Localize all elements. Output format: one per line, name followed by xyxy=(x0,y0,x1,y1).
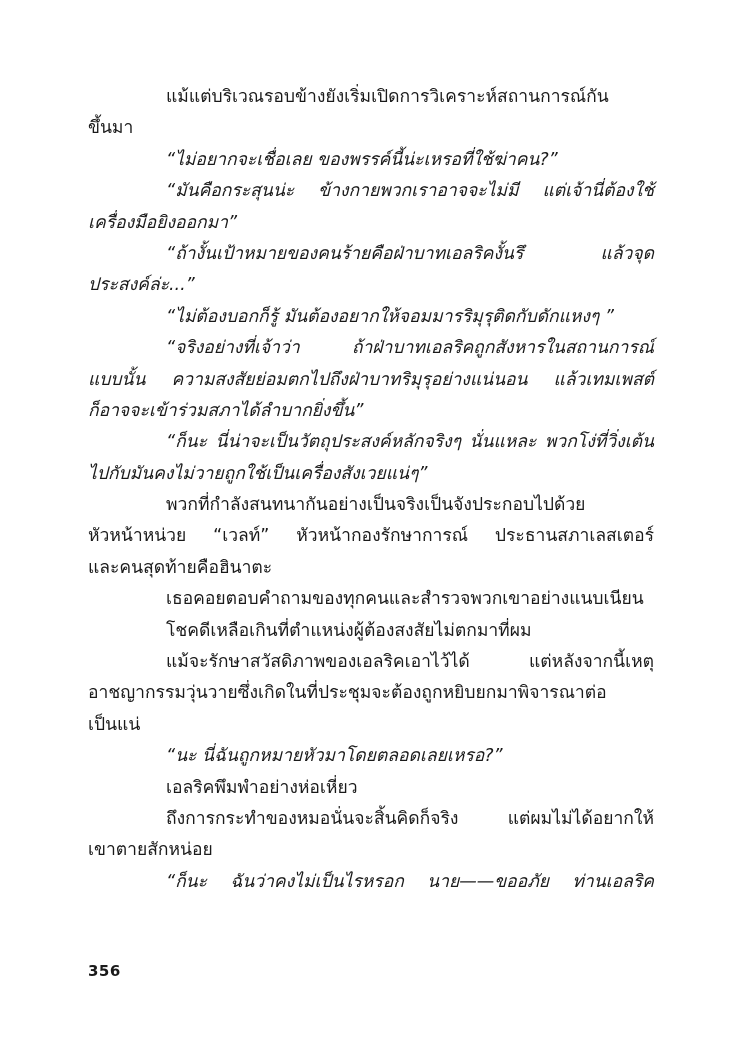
text-line: “ไม่อยากจะเชื่อเลย ของพรรค์นี้น่ะเหรอที่ใช้ฆ่าคน?” xyxy=(166,149,558,170)
text-line: ถึงการกระทำของหมอนั่นจะสิ้นคิดก็จริง แต่ผมไม่ได้อยากให้ xyxy=(166,808,654,829)
text-line: เธอคอยตอบคำถามของทุกคนและสำรวจพวกเขาอย่างแนบเนียน xyxy=(166,589,644,610)
text-line: อาชญากรรมวุ่นวายซึ่งเกิดในที่ประชุมจะต้องถูกหยิบยกมาพิจารณาต่อ xyxy=(88,683,607,704)
text-line: โชคดีเหลือเกินที่ตำแหน่งผู้ต้องสงสัยไม่ตกมาที่ผม xyxy=(166,620,532,641)
text-line: “นะ นี่ฉันถูกหมายหัวมาโดยตลอดเลยเหรอ?” xyxy=(166,746,503,767)
text-line: แบบนั้น ความสงสัยย่อมตกไปถึงฝ่าบาทริมุรุอย่างแน่นอน แล้วเทมเพสต์ xyxy=(88,369,654,390)
text-line: เครื่องมือยิงออกมา” xyxy=(88,212,238,233)
text-line: “จริงอย่างที่เจ้าว่า ถ้าฝ่าบาทเอลริคถูกสังหารในสถานการณ์ xyxy=(166,338,654,359)
text-line: เป็นแน่ xyxy=(88,714,141,735)
text-line: “ก็นะ ฉันว่าคงไม่เป็นไรหรอก นาย——ขออภัย ท่านเอลริค xyxy=(166,871,654,892)
text-line: “ถ้างั้นเป้าหมายของคนร้ายคือฝ่าบาทเอลริคงั้นรึ แล้วจุด xyxy=(166,243,654,264)
text-line: “มันคือกระสุนน่ะ ข้างกายพวกเราอาจจะไม่มี แต่เจ้านี่ต้องใช้ xyxy=(166,181,654,202)
text-line: พวกที่กำลังสนทนากันอย่างเป็นจริงเป็นจังประกอบไปด้วย xyxy=(166,495,586,516)
text-line: เอลริคพึมพำอย่างห่อเหี่ยว xyxy=(166,777,358,798)
page-body xyxy=(88,82,654,898)
text-line: “ไม่ต้องบอกก็รู้ มันต้องอยากให้จอมมารริมุรุติดกับดักแหงๆ ” xyxy=(166,306,614,327)
text-line: หัวหน้าหน่วย “เวลท์” หัวหน้ากองรักษาการณ์ ประธานสภาเลสเตอร์ xyxy=(88,526,654,547)
text-line: ก็อาจจะเข้าร่วมสภาได้ลำบากยิ่งขึ้น” xyxy=(88,400,364,421)
text-line: ไปกับมันคงไม่วายถูกใช้เป็นเครื่องสังเวยแน่ๆ” xyxy=(88,463,428,484)
text-line: แม้จะรักษาสวัสดิภาพของเอลริคเอาไว้ได้ แต่หลังจากนี้เหตุ xyxy=(166,652,654,673)
text-line: ขึ้นมา xyxy=(88,118,134,139)
text-line: และคนสุดท้ายคือฮินาตะ xyxy=(88,557,273,578)
page-number: 356 xyxy=(88,962,121,980)
text-line: เขาตายสักหน่อย xyxy=(88,840,213,861)
text-line: “ก็นะ นี่น่าจะเป็นวัตถุประสงค์หลักจริงๆ นั่นแหละ พวกโง่ที่วิ่งเต้น xyxy=(166,432,654,453)
text-line: แม้แต่บริเวณรอบข้างยังเริ่มเปิดการวิเคราะห์สถานการณ์กัน xyxy=(166,87,609,107)
text-line: ประสงค์ล่ะ...” xyxy=(88,275,195,296)
